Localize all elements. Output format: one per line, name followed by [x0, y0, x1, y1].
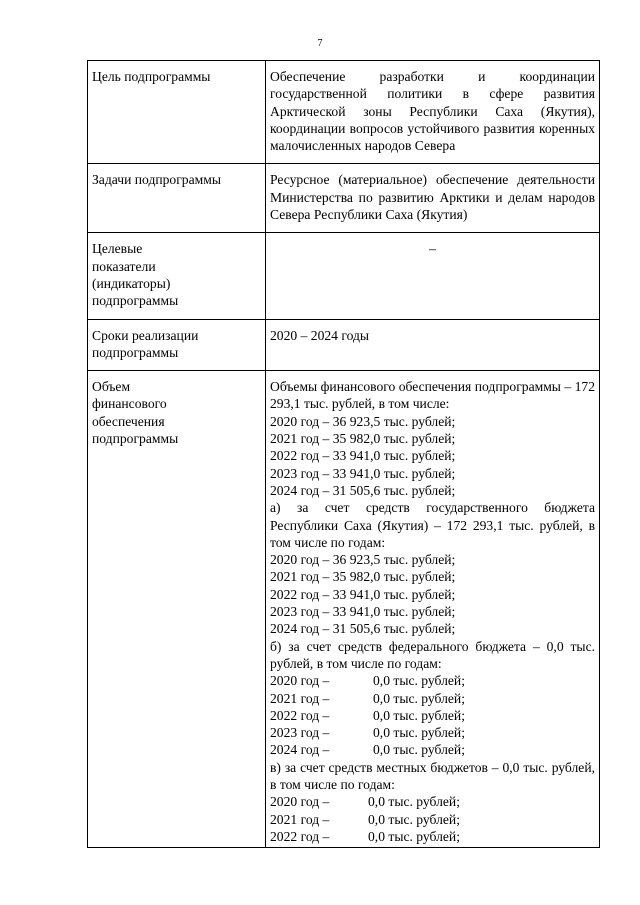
- list-item: 2022 год – 33 941,0 тыс. рублей;: [270, 586, 456, 602]
- list-item: 2022 год – 33 941,0 тыс. рублей;: [270, 448, 456, 464]
- amount-value: 0,0 тыс. рублей;: [368, 794, 460, 810]
- state-budget-intro: а) за счет средств государственного бюджета Республики Саха (Якутия) – 172 293,1 тыс. рублей, в том числе по годам:: [270, 500, 595, 550]
- local-budget-intro: в) за счет средств местных бюджетов – 0,0 тыс. рублей, в том числе по годам:: [270, 759, 595, 792]
- year-label: 2021 год –: [270, 811, 330, 827]
- year-label: 2022 год –: [270, 707, 330, 723]
- row-label-indicators: Целевые показатели (индикаторы) подпрограммы: [88, 233, 266, 319]
- state-budget-by-year: [270, 551, 595, 637]
- row-value-tasks: Ресурсное (материальное) обеспечение деятельности Министерства по развитию Арктики и делам народов Севера Республики Саха (Якутия): [266, 164, 600, 233]
- row-value-funding: [266, 371, 600, 848]
- row-value-indicators: –: [266, 233, 600, 319]
- row-value-goal: Обеспечение разработки и координации государственной политики в сфере развития Арктической зоны Республики Саха (Якутия), координации вопросов устойчивого развития коренных малочисленных народов Севера: [266, 61, 600, 164]
- page-number: 7: [317, 38, 323, 49]
- amount-value: 0,0 тыс. рублей;: [368, 828, 460, 844]
- row-label-goal: Цель подпрограммы: [88, 61, 266, 164]
- list-item: [270, 741, 595, 758]
- list-item: [270, 828, 595, 845]
- list-item: [270, 724, 595, 741]
- amount-value: 0,0 тыс. рублей;: [373, 725, 465, 741]
- year-label: 2024 год –: [270, 742, 330, 758]
- list-item: 2023 год – 33 941,0 тыс. рублей;: [270, 604, 456, 620]
- amount-value: 0,0 тыс. рублей;: [368, 811, 460, 827]
- list-item: 2024 год – 31 505,6 тыс. рублей;: [270, 621, 456, 637]
- table-row: [88, 319, 600, 371]
- year-label: 2020 год –: [270, 794, 330, 810]
- subprogram-passport-table: [87, 60, 600, 848]
- local-budget-by-year: [270, 793, 595, 845]
- list-item: [270, 690, 595, 707]
- amount-value: 0,0 тыс. рублей;: [373, 742, 465, 758]
- federal-budget-by-year: [270, 672, 595, 758]
- amount-value: 0,0 тыс. рублей;: [373, 690, 465, 706]
- list-item: 2024 год – 31 505,6 тыс. рублей;: [270, 482, 456, 498]
- row-label-terms: Сроки реализации подпрограммы: [88, 319, 266, 371]
- list-item: [270, 793, 595, 810]
- list-item: 2023 год – 33 941,0 тыс. рублей;: [270, 465, 456, 481]
- list-item: [270, 672, 595, 689]
- funding-total-by-year: [270, 413, 595, 499]
- table-row: [88, 371, 600, 848]
- row-label-funding: Объем финансового обеспечения подпрограммы: [88, 371, 266, 848]
- list-item: 2021 год – 35 982,0 тыс. рублей;: [270, 431, 456, 447]
- year-label: 2020 год –: [270, 673, 330, 689]
- list-item: 2020 год – 36 923,5 тыс. рублей;: [270, 413, 456, 429]
- amount-value: 0,0 тыс. рублей;: [373, 673, 465, 689]
- row-label-tasks: Задачи подпрограммы: [88, 164, 266, 233]
- list-item: 2020 год – 36 923,5 тыс. рублей;: [270, 552, 456, 568]
- funding-intro: Объемы финансового обеспечения подпрограммы – 172 293,1 тыс. рублей, в том числе:: [270, 379, 595, 412]
- table-row: [88, 61, 600, 164]
- amount-value: 0,0 тыс. рублей;: [373, 707, 465, 723]
- year-label: 2022 год –: [270, 828, 330, 844]
- row-value-terms: 2020 – 2024 годы: [266, 319, 600, 371]
- year-label: 2023 год –: [270, 725, 330, 741]
- list-item: [270, 811, 595, 828]
- list-item: [270, 707, 595, 724]
- table-row: [88, 164, 600, 233]
- list-item: 2021 год – 35 982,0 тыс. рублей;: [270, 569, 456, 585]
- federal-budget-intro: б) за счет средств федерального бюджета – 0,0 тыс. рублей, в том числе по годам:: [270, 638, 595, 671]
- year-label: 2021 год –: [270, 690, 330, 706]
- table-row: [88, 233, 600, 319]
